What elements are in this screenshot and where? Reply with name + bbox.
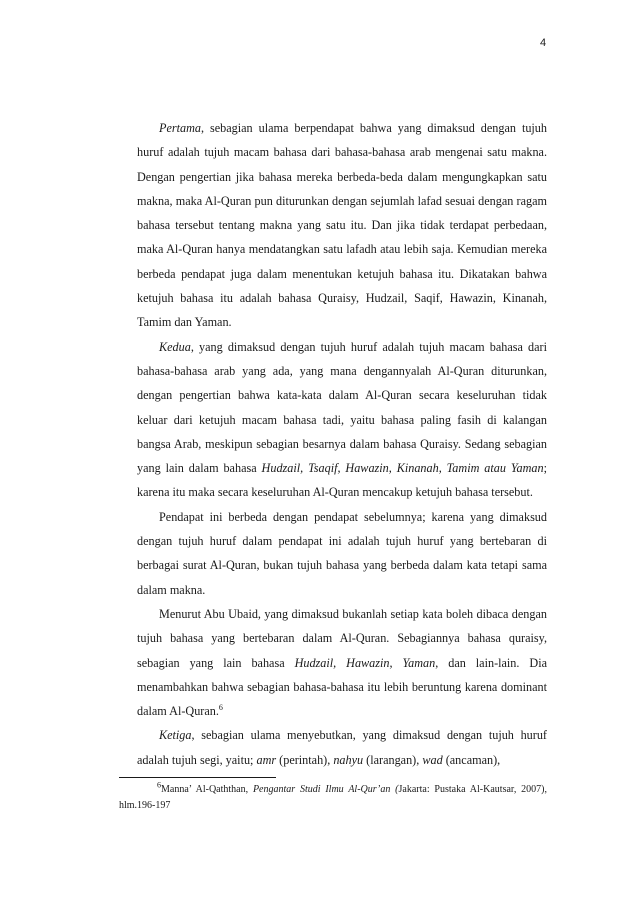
text-run: (perintah), xyxy=(276,752,334,767)
italic-text: amr xyxy=(256,752,277,767)
paragraph xyxy=(137,505,547,602)
text-run: Pendapat ini berbeda dengan pendapat sebelumnya; karena yang dimaksud dengan tujuh huruf dalam pendapat ini adalah tujuh huruf yang bertebaran di berbagai surat Al-Quran, bukan tujuh bahasa yang berbeda dalam kata tetapi sama dalam makna. xyxy=(137,509,547,597)
text-run: (ancaman), xyxy=(442,752,501,767)
footnote xyxy=(119,782,547,814)
text-run: , yang dimaksud dengan tujuh huruf adalah tujuh macam bahasa dari bahasa-bahasa arab yang ada, yang mana dengannyalah Al-Quran diturunkan, dengan pengertian bahwa kata-kata dalam Al-Quran secara keseluruhan tidak keluar dari ketujuh macam bahasa tadi, yaitu bahasa paling fasih di kalangan bangsa Arab, meskipun sebagian besarnya dalam bahasa Quraisy. Sedang sebagian yang lain dalam bahasa xyxy=(137,339,547,476)
footnote-separator xyxy=(119,777,276,778)
text-run: (larangan), xyxy=(363,752,423,767)
italic-text: Pertama xyxy=(159,121,201,135)
footnote-text: Manna’ Al-Qaththan, xyxy=(161,784,253,795)
italic-text: Hudzail, Hawazin, Yaman xyxy=(294,655,436,670)
footnote-number: 6 xyxy=(157,780,161,790)
text-run: , sebagian ulama menyebutkan, yang dimaksud dengan tujuh huruf adalah tujuh segi, yaitu; xyxy=(137,728,547,767)
footnote-reference: 6 xyxy=(218,703,223,713)
paragraph xyxy=(137,335,547,505)
italic-text: Hudzail, Tsaqif, Hawazin, Kinanah, Tamim atau Yaman xyxy=(261,461,544,476)
paragraph xyxy=(137,116,547,335)
body-text xyxy=(137,116,547,772)
paragraph xyxy=(137,723,547,772)
italic-text: Kedua xyxy=(159,339,191,354)
text-run: , dan lain-lain. Dia menambahkan bahwa sebagian bahasa-bahasa itu lebih beruntung karena dominant dalam Al-Quran. xyxy=(137,655,547,719)
text-run: ; karena itu maka secara keseluruhan Al-Quran mencakup ketujuh bahasa tersebut. xyxy=(137,461,548,500)
paragraph xyxy=(137,602,547,723)
italic-text: nahyu xyxy=(333,752,364,767)
page-number: 4 xyxy=(540,37,547,49)
text-run: , sebagian ulama berpendapat bahwa yang dimaksud dengan tujuh huruf adalah tujuh macam bahasa dari bahasa-bahasa arab mengenai satu makna. Dengan pengertian jika bahasa mereka berbeda-beda dalam mengungkapkan satu makna, maka Al-Quran pun diturunkan dengan sejumlah lafad sesuai dengan ragam bahasa tersebut tentang makna yang satu itu. Dan jika tidak terdapat perbedaan, maka Al-Quran hanya mendatangkan satu lafadh atau lebih saja. Kemudian mereka berbeda pendapat juga dalam menentukan ketujuh bahasa itu. Dikatakan bahwa ketujuh bahasa itu adalah bahasa Quraisy, Hudzail, Saqif, Hawazin, Kinanah, Tamim dan Yaman. xyxy=(137,121,547,330)
italic-text: wad xyxy=(422,752,443,767)
text-run: Menurut Abu Ubaid, yang dimaksud bukanlah setiap kata boleh dibaca dengan tujuh bahasa yang bertebaran dalam Al-Quran. Sebagiannya bahasa quraisy, sebagian yang lain bahasa xyxy=(137,606,547,670)
footnote-italic-text: Pengantar Studi Ilmu Al-Qur’an ( xyxy=(252,784,399,795)
italic-text: Ketiga xyxy=(159,728,192,743)
footnote-text: Jakarta: Pustaka Al-Kautsar, 2007), hlm.196-197 xyxy=(119,784,547,811)
